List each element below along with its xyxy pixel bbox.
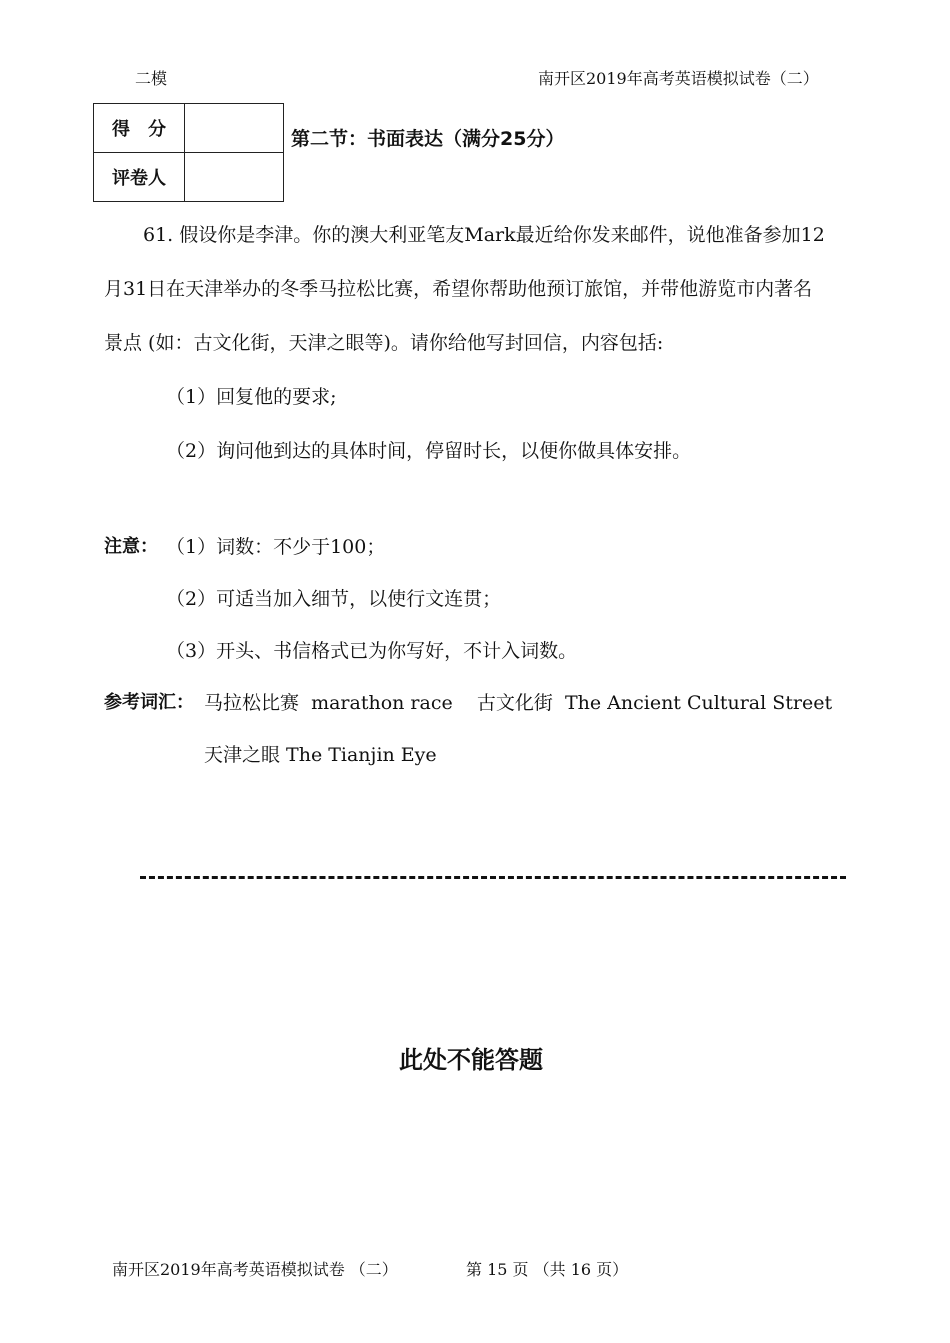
question-item-2: （2）询问他到达的具体时间，停留时长，以便你做具体安排。 bbox=[166, 440, 692, 462]
score-table bbox=[93, 103, 284, 202]
vocab-label: 参考词汇： bbox=[104, 692, 194, 713]
grader-label: 评卷人 bbox=[94, 153, 185, 202]
vocab-line-1: 马拉松比赛 marathon race 古文化街 The Ancient Cultural Street bbox=[204, 692, 833, 714]
score-field[interactable] bbox=[185, 104, 284, 153]
question-line-1: 61. 假设你是李津。你的澳大利亚笔友Mark最近给你发来邮件，说他准备参加12 bbox=[143, 224, 825, 246]
notes-item-2: （2）可适当加入细节，以使行文连贯； bbox=[166, 588, 502, 610]
question-item-1: （1）回复他的要求; bbox=[166, 386, 337, 408]
score-label: 得 分 bbox=[94, 104, 185, 153]
vocab-line-2: 天津之眼 The Tianjin Eye bbox=[204, 744, 437, 766]
section-title: 第二节：书面表达（满分25分） bbox=[291, 128, 565, 150]
no-answer-notice: 此处不能答题 bbox=[399, 1046, 543, 1074]
notes-label: 注意： bbox=[104, 536, 158, 557]
question-line-3: 景点 (如：古文化街，天津之眼等)。请你给他写封回信，内容包括: bbox=[104, 332, 664, 354]
question-line-2: 月31日在天津举办的冬季马拉松比赛，希望你帮助他预订旅馆，并带他游览市内著名 bbox=[104, 278, 813, 300]
footer-left: 南开区2019年高考英语模拟试卷 （二） bbox=[112, 1260, 398, 1279]
header-right: 南开区2019年高考英语模拟试卷（二） bbox=[538, 69, 819, 88]
header-left: 二模 bbox=[135, 69, 168, 88]
grader-field[interactable] bbox=[185, 153, 284, 202]
cut-line bbox=[140, 876, 846, 879]
footer-page: 第 15 页 （共 16 页） bbox=[466, 1260, 629, 1279]
notes-item-3: （3）开头、书信格式已为你写好，不计入词数。 bbox=[166, 640, 578, 662]
notes-item-1: （1）词数：不少于100； bbox=[166, 536, 386, 558]
